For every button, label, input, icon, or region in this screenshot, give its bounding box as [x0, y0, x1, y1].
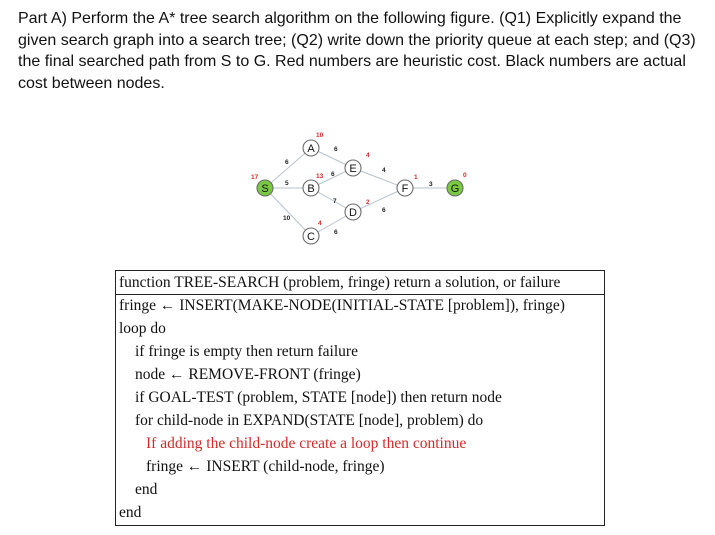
node-e-label: E — [349, 163, 357, 175]
question-line-2: given search graph into a search tree; (Q2) write down the priority queue at each step; and (Q3) — [18, 31, 696, 49]
question-line-1: Part A) Perform the A* tree search algorithm on the following figure. (Q1) Explicitly expand the — [18, 10, 682, 27]
node-g-label: G — [450, 183, 460, 195]
node-s-label: S — [261, 183, 269, 195]
node-d-heuristic: 2 — [366, 199, 370, 206]
cost-a-e: 6 — [334, 146, 338, 153]
question-line-4: cost between nodes. — [18, 74, 165, 92]
algo-line-7-highlight: If adding the child-node create a loop then continue — [146, 435, 467, 452]
algo-line-4: node ← REMOVE-FRONT (fringe) — [135, 366, 361, 383]
node-d-label: D — [349, 207, 357, 219]
node-c-heuristic: 4 — [318, 220, 322, 227]
node-b-label: B — [307, 183, 315, 195]
cost-e-f: 4 — [382, 167, 386, 174]
question-line-3: the final searched path from S to G. Red numbers are heuristic cost. Black numbers are actual — [18, 53, 686, 70]
algo-line-1: fringe ← INSERT(MAKE-NODE(INITIAL-STATE [problem]), fringe) — [119, 297, 565, 314]
node-c-label: C — [307, 231, 315, 243]
edge-s-c — [265, 188, 311, 236]
node-a-heuristic: 10 — [316, 132, 324, 139]
algo-line-9: end — [135, 481, 158, 498]
algo-header: function TREE-SEARCH (problem, fringe) return a solution, or failure — [119, 274, 561, 291]
algo-line-2: loop do — [119, 320, 166, 337]
algo-line-8: fringe ← INSERT (child-node, fringe) — [146, 458, 385, 475]
cost-s-b: 5 — [285, 180, 289, 187]
cost-s-c: 10 — [283, 215, 291, 222]
cost-b-d: 7 — [333, 198, 337, 205]
node-c — [303, 220, 322, 244]
cost-c-d: 6 — [334, 229, 338, 236]
node-b-heuristic: 13 — [316, 173, 324, 180]
algo-line-10: end — [119, 504, 142, 521]
node-g — [447, 172, 467, 196]
node-b — [303, 173, 324, 196]
node-s — [251, 174, 273, 196]
node-d — [345, 199, 370, 220]
cost-f-g: 3 — [429, 181, 433, 188]
node-s-heuristic: 17 — [251, 174, 259, 181]
node-g-heuristic: 0 — [463, 172, 467, 179]
algo-line-6: for child-node in EXPAND(STATE [node], problem) do — [135, 412, 484, 429]
algo-line-5: if GOAL-TEST (problem, STATE [node]) then return node — [135, 389, 502, 406]
node-a-label: A — [307, 143, 315, 155]
node-f — [397, 174, 418, 196]
algo-line-3: if fringe is empty then return failure — [135, 343, 358, 360]
node-e — [345, 152, 370, 176]
header-divider — [116, 294, 604, 295]
tree-search-pseudocode — [115, 270, 605, 526]
cost-s-a: 6 — [285, 159, 289, 166]
node-f-label: F — [401, 183, 409, 195]
edge-d-f — [353, 188, 405, 212]
node-e-heuristic: 4 — [366, 152, 370, 159]
node-f-heuristic: 1 — [414, 174, 418, 181]
cost-b-e: 6 — [331, 171, 335, 178]
cost-d-f: 6 — [382, 207, 386, 214]
